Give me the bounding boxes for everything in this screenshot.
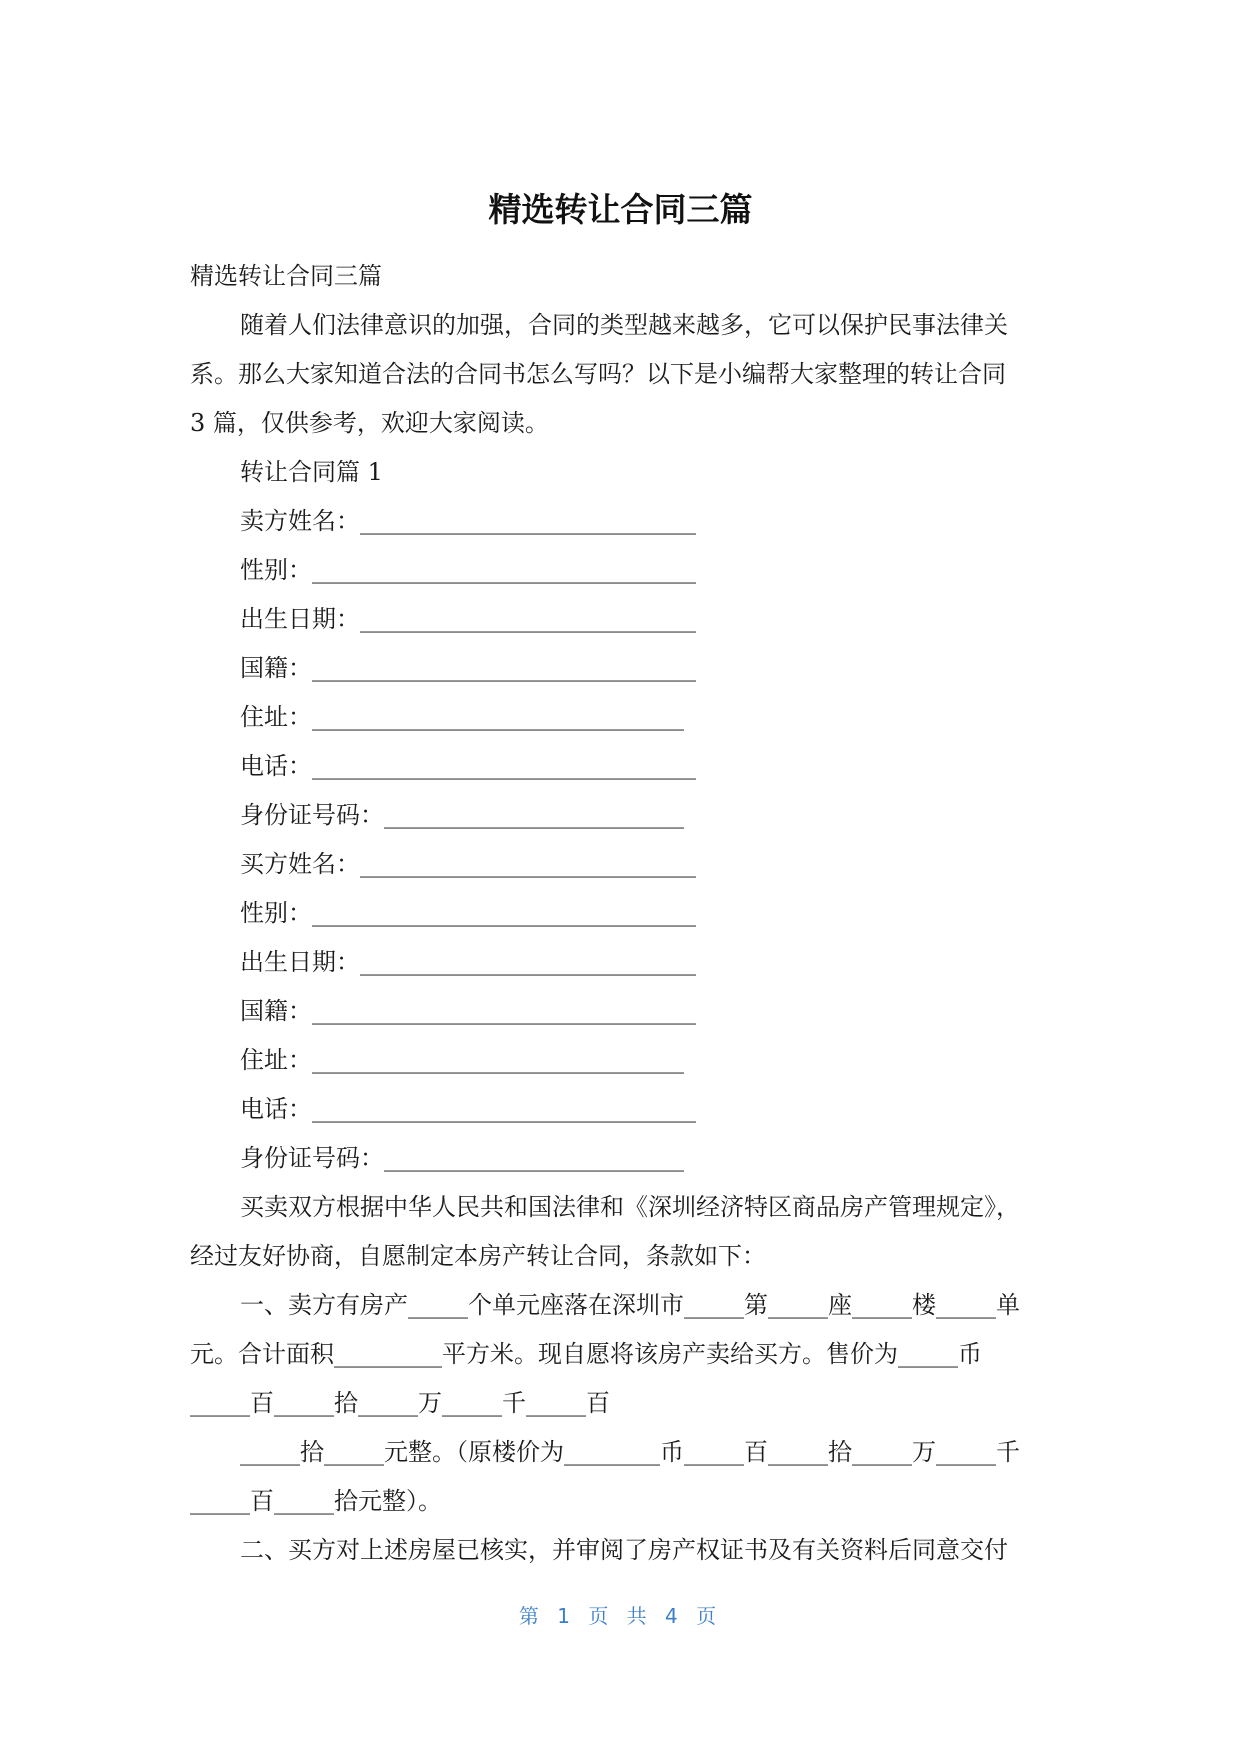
clause-1-line: 元。合计面积_________平方米。现自愿将该房产卖给买方。售价为_____币 bbox=[190, 1340, 982, 1368]
buyer-address-field: 住址：_______________________________ bbox=[240, 1046, 684, 1074]
buyer-nationality-field: 国籍：________________________________ bbox=[240, 997, 696, 1025]
section-heading: 转让合同篇 1 bbox=[240, 458, 383, 486]
buyer-gender-field: 性别：________________________________ bbox=[240, 899, 696, 927]
buyer-birthdate-field: 出生日期：____________________________ bbox=[240, 948, 696, 976]
buyer-phone-field: 电话：________________________________ bbox=[240, 1095, 696, 1123]
intro-line: 3 篇，仅供参考，欢迎大家阅读。 bbox=[190, 409, 549, 437]
basis-line: 经过友好协商，自愿制定本房产转让合同，条款如下： bbox=[190, 1242, 766, 1270]
intro-line: 系。那么大家知道合法的合同书怎么写吗？以下是小编帮大家整理的转让合同 bbox=[190, 360, 1006, 388]
seller-nationality-field: 国籍：________________________________ bbox=[240, 654, 696, 682]
clause-1-line: _____百_____拾_____万_____千_____百 bbox=[190, 1389, 610, 1417]
seller-birthdate-field: 出生日期：____________________________ bbox=[240, 605, 696, 633]
clause-2-line: 二、买方对上述房屋已核实，并审阅了房产权证书及有关资料后同意交付 bbox=[240, 1536, 1008, 1564]
seller-phone-field: 电话：________________________________ bbox=[240, 752, 696, 780]
buyer-name-field: 买方姓名：____________________________ bbox=[240, 850, 696, 878]
seller-address-field: 住址：_______________________________ bbox=[240, 703, 684, 731]
document-title: 精选转让合同三篇 bbox=[488, 190, 753, 229]
clause-1-line: 一、卖方有房产_____个单元座落在深圳市_____第_____座_____楼_____单 bbox=[240, 1291, 1020, 1319]
intro-line: 随着人们法律意识的加强，合同的类型越来越多，它可以保护民事法律关 bbox=[240, 311, 1008, 339]
seller-id-field: 身份证号码：_________________________ bbox=[240, 801, 684, 829]
page-footer: 第 1 页 共 4 页 bbox=[518, 1604, 723, 1628]
seller-gender-field: 性别：________________________________ bbox=[240, 556, 696, 584]
document-body bbox=[190, 252, 1056, 1575]
buyer-id-field: 身份证号码：_________________________ bbox=[240, 1144, 684, 1172]
basis-line: 买卖双方根据中华人民共和国法律和《深圳经济特区商品房产管理规定》， bbox=[240, 1193, 1020, 1221]
subtitle: 精选转让合同三篇 bbox=[190, 262, 382, 290]
seller-name-field: 卖方姓名：____________________________ bbox=[240, 507, 696, 535]
clause-1-continuation-line: _____拾_____元整。（原楼价为________币_____百_____拾_____万_____千 bbox=[240, 1438, 1020, 1466]
clause-1-continuation-line: _____百_____拾元整）。 bbox=[190, 1487, 442, 1515]
